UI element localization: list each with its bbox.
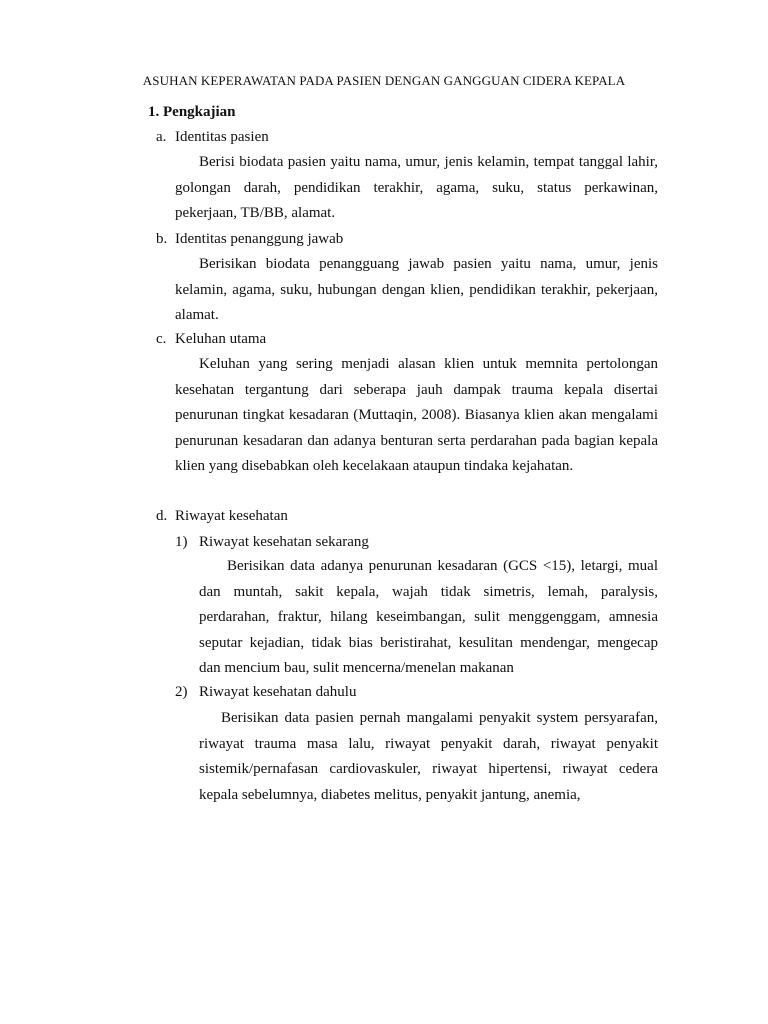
list-marker: b. [156,231,168,247]
paragraph-identitas-penanggung-jawab: Berisikan biodata penangguang jawab pasien yaitu nama, umur, jenis kelamin, agama, suku, hubungan dengan klien, pendidikan terakhir, pekerjaan, alamat. [175,256,658,323]
paragraph-identitas-pasien: Berisi biodata pasien yaitu nama, umur, jenis kelamin, tempat tanggal lahir, golongan darah, pendidikan terakhir, agama, suku, status perkawinan, pekerjaan, TB/BB, alamat. [175,154,658,221]
list-item-riwayat-kesehatan [156,508,288,525]
sub-marker: 2) [175,684,188,700]
list-marker: a. [156,129,167,145]
sub-marker: 1) [175,534,188,550]
list-marker: c. [156,331,167,347]
sub-item-label: Riwayat kesehatan sekarang [199,534,369,550]
list-item-keluhan-utama [156,331,266,348]
sub-item-riwayat-sekarang [175,534,369,551]
section-number: 1. [148,104,160,120]
document-title: ASUHAN KEPERAWATAN PADA PASIEN DENGAN GANGGUAN CIDERA KEPALA [142,73,626,88]
list-item-label: Identitas pasien [175,129,269,145]
sub-item-label: Riwayat kesehatan dahulu [199,684,357,700]
paragraph-riwayat-dahulu: Berisikan data pasien pernah mangalami penyakit system persyarafan, riwayat trauma masa lalu, riwayat penyakit darah, riwayat penyakit sistemik/pernafasan cardiovaskuler, riwayat hipertensi, riwayat cedera kepala sebelumnya, diabetes melitus, penyakit jantung, anemia, [199,710,658,803]
section-heading [148,104,236,121]
list-item-identitas-pasien [156,129,269,146]
list-item-label: Riwayat kesehatan [175,508,288,524]
list-item-label: Keluhan utama [175,331,267,347]
section-title: Pengkajian [163,104,236,120]
list-item-identitas-penanggung-jawab [156,231,343,248]
paragraph-riwayat-sekarang: Berisikan data adanya penurunan kesadaran (GCS <15), letargi, mual dan muntah, sakit kepala, wajah tidak simetris, lemah, paralysis, perdarahan, fraktur, hilang keseimbangan, sulit menggenggam, amnesia seputar kejadian, tidak bias beristirahat, kesulitan mendengar, mengecap dan mencium bau, sulit mencerna/menelan makanan [199,558,658,676]
list-item-label: Identitas penanggung jawab [175,231,344,247]
paragraph-keluhan-utama: Keluhan yang sering menjadi alasan klien untuk memnita pertolongan kesehatan tergantung dari seberapa jauh dampak trauma kepala disertai penurunan tingkat kesadaran (Muttaqin, 2008). Biasanya klien akan mengalami penurunan kesadaran dan adanya benturan serta perdarahan pada bagian kepala klien yang disebabkan oleh kecelakaan ataupun tindaka kejahatan. [175,356,658,474]
list-marker: d. [156,508,168,524]
sub-item-riwayat-dahulu [175,684,356,701]
